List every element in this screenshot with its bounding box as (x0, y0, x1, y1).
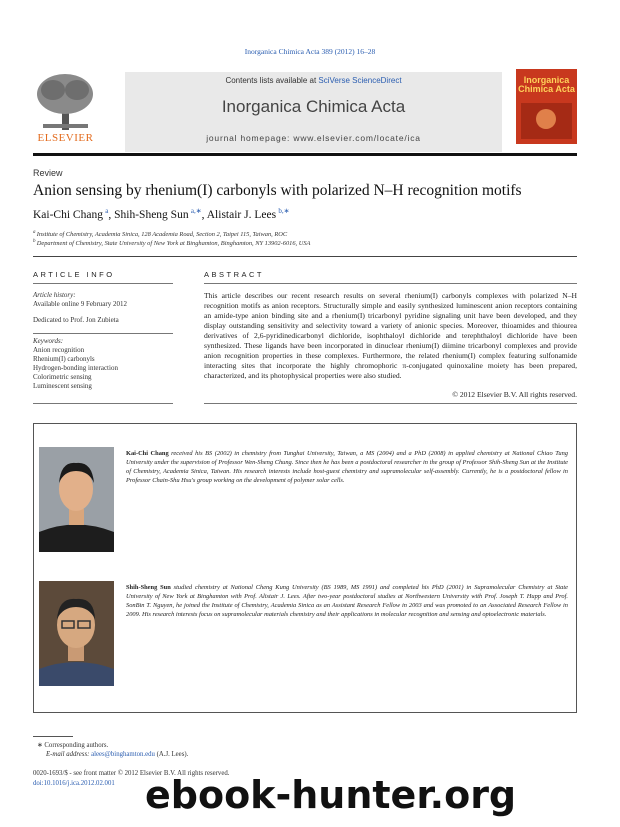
bio-body: received his BS (2002) in chemistry from Tunghai University, Taiwan, a MS (2004) and a PhD (2008) in applied chemistry at National Chiao Tung University under the supervision of Professor Wen-Sheng Chung. Since then he has been a postdoctoral researcher in the group of Professor Shih-Sheng Sun at the Institute of Chemistry, Academia Sinica, Taiwan. His research interests include host-guest chemistry and supramolecular self-assembly. Currently, he is a postdoctoral fellow in Professor Chain-Shu Hsu's group working on the development of polymer solar cells. (126, 450, 568, 484)
keyword: Hydrogen-bonding interaction (33, 364, 118, 372)
journal-name: Inorganica Chimica Acta (221, 97, 406, 116)
divider (204, 283, 577, 284)
article-title: Anion sensing by rhenium(I) carbonyls with polarized N–H recognition motifs (33, 182, 522, 199)
affiliation-text: Institute of Chemistry, Academia Sinica, 128 Academia Road, Section 2, Taipei 115, Taiwan, ROC (36, 231, 288, 239)
footnote-rule (33, 736, 73, 737)
keywords-label: Keywords: (33, 337, 64, 345)
journal-citation: Inorganica Chimica Acta 389 (2012) 16–28 (244, 47, 376, 56)
author-sup: a (105, 207, 109, 215)
doi-anchor[interactable]: doi:10.1016/j.ica.2012.02.001 (33, 780, 115, 787)
author-photo-shih-sheng-sun (39, 581, 114, 686)
bio-body: studied chemistry at National Cheng Kung University (BS 1989, MS 1991) and completed his PhD (2001) in Supramolecular Chemistry at State University of New York at Binghamton with Prof. Alistair J. Lees. After two-year postdoctoral studies at Northwestern University with Prof. Joseph T. Hupp and Prof. SonBin T. Nguyen, he joined the Institute of Chemistry, Academia Sinica as an Assistant Research Fellow in 2003 and was promoted to an Associated Research Fellow in 2009. His research interests focus on supramolecular materials chemistry and their applications in molecular recognition and sensing and optoelectronic materials. (126, 584, 568, 618)
keywords-block (33, 337, 118, 391)
cover-title (516, 76, 577, 94)
author-sup: b,∗ (278, 207, 290, 215)
history-label: Article history: (33, 291, 76, 299)
divider (33, 256, 577, 257)
divider (33, 403, 173, 404)
bio-name: Shih-Sheng Sun (126, 584, 171, 591)
cover-title-line2: Chimica Acta (518, 84, 575, 94)
abstract-heading: ABSTRACT (204, 270, 265, 279)
affiliation-sup: b (33, 239, 36, 244)
bio-kai-chi-chang (126, 449, 568, 485)
abstract-copyright: © 2012 Elsevier B.V. All rights reserved. (452, 390, 577, 399)
corresponding-authors: ∗ Corresponding authors. (37, 742, 109, 749)
email-suffix: (A.J. Lees). (154, 751, 189, 758)
journal-homepage[interactable]: journal homepage: www.elsevier.com/locate/ica (206, 133, 421, 143)
watermark-text: ebook-hunter.org (145, 773, 517, 817)
bio-shih-sheng-sun (126, 583, 568, 619)
affiliation-text: Department of Chemistry, State University of New York at Binghamton, Binghamton, NY 13902-6016, USA (36, 240, 311, 248)
article-history (33, 291, 127, 309)
divider (33, 283, 173, 284)
affiliation-sup: a (33, 230, 36, 235)
section-label: Review (33, 168, 63, 178)
author-name[interactable]: Alistair J. Lees (206, 208, 277, 221)
author-sup: a,∗ (190, 207, 202, 215)
contents-line (125, 76, 502, 85)
cover-title-line1: Inorganica (523, 75, 570, 85)
bio-name: Kai-Chi Chang (126, 450, 169, 457)
email-line (46, 751, 188, 758)
dedication: Dedicated to Prof. Jon Zubieta (33, 316, 119, 324)
contents-prefix: Contents lists available at (225, 76, 319, 85)
affiliation (33, 230, 287, 238)
author-name[interactable]: Shih-Sheng Sun (114, 208, 189, 221)
doi-link[interactable] (33, 780, 115, 787)
email-link[interactable]: alees@binghamton.edu (91, 751, 155, 758)
keyword: Colorimetric sensing (33, 373, 92, 381)
sciencedirect-link[interactable]: SciVerse ScienceDirect (318, 76, 402, 85)
email-label: E-mail address: (46, 751, 92, 758)
author-name[interactable]: Kai-Chi Chang (33, 208, 103, 221)
article-info-heading: ARTICLE INFO (33, 270, 115, 279)
publisher-logo-text: ELSEVIER (37, 132, 94, 144)
issn-line: 0020-1693/$ - see front matter © 2012 Elsevier B.V. All rights reserved. (33, 770, 230, 777)
affiliation (33, 239, 310, 247)
author-list: Kai-Chi Chang $^a$, Shih-Sheng Sun $^{a,∗}$, Alistair J. Lees $^{b,∗}$ (33, 207, 290, 221)
divider (33, 333, 173, 334)
keyword: Luminescent sensing (33, 382, 92, 390)
header-rule (33, 153, 577, 156)
author-photo-kai-chi-chang (39, 447, 114, 552)
keyword: Rhenium(I) carbonyls (33, 355, 95, 363)
history-value: Available online 9 February 2012 (33, 300, 127, 308)
keyword: Anion recognition (33, 346, 85, 354)
abstract-text: This article describes our recent research results on several rhenium(I) carbonyls complexes with polarized N–H recognition motifs as anion receptors. Structurally simple and easily synthesized luminescent anion receptors containing an amide-type anion binding site and a rhenium(I) tricarbonyl pyridine signaling unit have been developed, and they display outstanding sensitivity and selectivity toward a variety of anionic species. Moreover, thioamides and thiourea derivatives of 2,6-pyridinedicarbonyl dichloride, isophthaloyl dichloride and terephthaloyl dichloride have been synthesized. These ligands have been incorporated in dinuclear rhenium(I) diimine tricarbonyl complexes and provide anion recognition properties in these complexes. Furthermore, the related rhenium(I) complex featuring sulfonamide interacting sites that incorporate the highly chromophoric π-conjugated quinoxaline moiety has been prepared, characterized, and its photophysical properties were also studied. (204, 291, 577, 380)
divider (204, 403, 577, 404)
